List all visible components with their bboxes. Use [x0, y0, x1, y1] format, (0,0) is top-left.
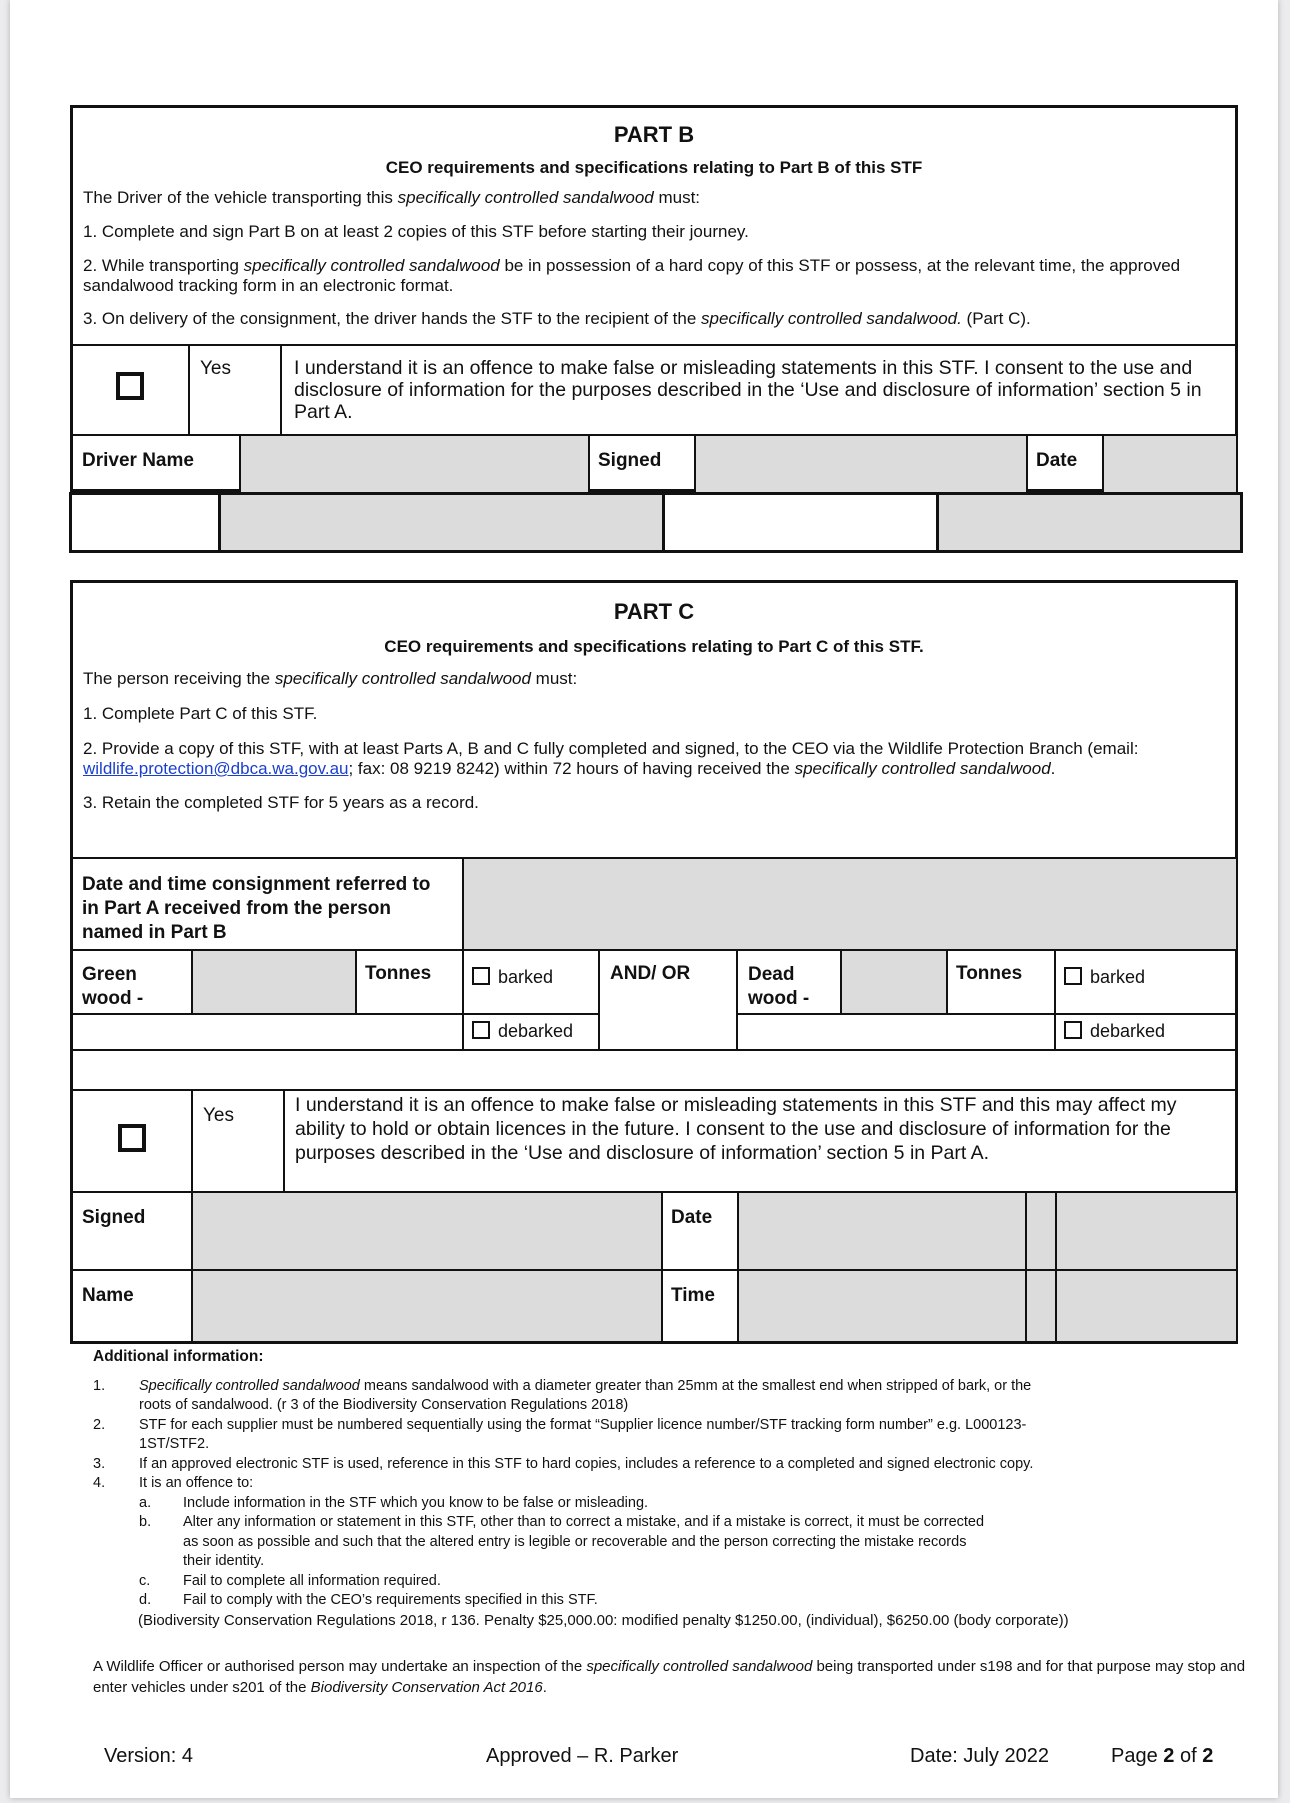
driver-date-field[interactable] [1103, 435, 1237, 493]
intro-emphasis: specifically controlled sandalwood [274, 669, 531, 688]
dead-wood-spacer [737, 1014, 1055, 1050]
part-b-item-3 [83, 309, 1225, 329]
recipient-signed-field[interactable] [192, 1192, 662, 1270]
debarked-label: debarked [498, 1021, 574, 1041]
green-tonnes-label: Tonnes [356, 950, 463, 1014]
green-wood-label: Green wood - [71, 950, 192, 1014]
additional-information [93, 1347, 1253, 1698]
officer-text-end: . [542, 1679, 547, 1696]
recipient-time-label: Time [662, 1270, 738, 1342]
part-b-title: PART B [613, 122, 695, 147]
recipient-date-extra-field[interactable] [1056, 1192, 1237, 1270]
wildlife-officer-paragraph [93, 1656, 1248, 1698]
officer-act-emphasis: Biodiversity Conservation Act 2016 [310, 1679, 543, 1696]
additional-item-1-cont: roots of sandalwood. (r 3 of the Biodiversity Conservation Regulations 2018) [139, 1397, 629, 1413]
driver-signed-label: Signed [589, 435, 695, 493]
document-page [10, 0, 1278, 1798]
part-b-extra-row [69, 492, 1243, 553]
item-number: 2. [93, 1416, 106, 1433]
green-barked-checkbox[interactable] [472, 967, 490, 985]
item-text: 3. On delivery of the consignment, the driver hands the STF to the recipient of the [83, 309, 702, 328]
item-text-mid: ; fax: 08 9219 8242) within 72 hours of having received the [348, 759, 795, 778]
page-prefix: Page [1111, 1745, 1164, 1767]
officer-emphasis: specifically controlled sandalwood [586, 1658, 813, 1675]
additional-item-2-cont: 1ST/STF2. [139, 1436, 210, 1452]
item-number: 1. [93, 1377, 106, 1394]
dead-barked-checkbox[interactable] [1064, 967, 1082, 985]
dead-wood-field[interactable] [841, 950, 947, 1014]
part-c-item-3: 3. Retain the completed STF for 5 years as a record. [83, 793, 479, 812]
page-total: 2 [1202, 1745, 1214, 1767]
sub-letter: b. [139, 1514, 152, 1530]
officer-text: A Wildlife Officer or authorised person may undertake an inspection of the [93, 1658, 587, 1675]
part-c-intro [83, 669, 1225, 689]
recipient-signed-label: Signed [71, 1192, 192, 1270]
offence-b-cont-1: as soon as possible and such that the altered entry is legible or recoverable and the person correcting the mistake records [183, 1533, 967, 1550]
part-b-consent-checkbox[interactable] [116, 372, 144, 400]
receipt-date-time-field[interactable] [463, 858, 1237, 950]
item-text-end: . [1050, 759, 1056, 778]
item-text: 2. Provide a copy of this STF, with at least Parts A, B and C fully completed and signed, to the CEO via the Wildlife Protection Branch (email: [83, 739, 1139, 758]
part-b-intro [83, 188, 1225, 208]
yes-label: Yes [192, 1090, 284, 1192]
part-c-signature-table [70, 1191, 1238, 1343]
penalty-text: (Biodiversity Conservation Regulations 2018, r 136. Penalty $25,000.00: modified penalty $1250.00, (individual), $6250.00 (body corporate)) [138, 1611, 1069, 1629]
footer-approved: Approved – R. Parker [486, 1745, 679, 1767]
item-text: 2. While transporting [83, 256, 244, 275]
sub-text: Fail to comply with the CEO’s requirements specified in this STF. [183, 1592, 598, 1608]
offence-d [93, 1591, 1253, 1611]
extra-cell-2[interactable] [220, 494, 664, 552]
dead-wood-label: Dead wood - [737, 950, 841, 1014]
intro-text-end: must: [530, 669, 578, 688]
item-text: If an approved electronic STF is used, reference in this STF to hard copies, includes a reference to a completed and signed electronic copy. [139, 1455, 1034, 1472]
intro-text: The Driver of the vehicle transporting this [83, 188, 398, 207]
recipient-time-spacer [1026, 1270, 1056, 1342]
part-c-section [70, 580, 1238, 1344]
recipient-name-field[interactable] [192, 1270, 662, 1342]
declaration-checkbox-cell [71, 345, 189, 435]
part-c-consent-checkbox[interactable] [118, 1124, 146, 1152]
additional-item-3 [93, 1455, 1253, 1475]
dead-debarked-checkbox[interactable] [1064, 1021, 1082, 1039]
recipient-date-label: Date [662, 1192, 738, 1270]
green-debarked-checkbox[interactable] [472, 1021, 490, 1039]
intro-text-end: must: [653, 188, 701, 207]
part-c-subtitle: CEO requirements and specifications relating to Part C of this STF. [384, 637, 924, 656]
sub-text: Fail to complete all information required. [183, 1572, 441, 1589]
sub-text: Alter any information or statement in this STF, other than to correct a mistake, and if a mistake is correct, it must be corrected [183, 1514, 985, 1530]
offence-b [93, 1513, 1253, 1533]
driver-name-field[interactable] [240, 435, 589, 493]
receipt-date-time-label: Date and time consignment referred to in Part A received from the person named in Part B [71, 858, 463, 950]
item-emphasis: specifically controlled sandalwood [794, 759, 1051, 778]
footer-page-number [1111, 1745, 1213, 1768]
page-of: of [1174, 1745, 1203, 1767]
item-number: 3. [93, 1455, 106, 1472]
part-c-declaration-text: I understand it is an offence to make false or misleading statements in this STF and this may affect my ability to hold or obtain licences in the future. I consent to the use and disclosure of information for the purposes described in the ‘Use and disclosure of information’ section 5 in Part A. [284, 1090, 1237, 1192]
additional-item-4 [93, 1474, 1253, 1494]
intro-text: The person receiving the [83, 669, 275, 688]
item-text: It is an offence to: [139, 1475, 254, 1491]
officer-text-mid: being transported under s198 and for that purpose may stop and enter vehicles under s201 of the [93, 1658, 1246, 1696]
part-c-wood-table [70, 949, 1238, 1091]
green-barked-option[interactable] [463, 950, 599, 1014]
sub-letter: c. [139, 1572, 151, 1589]
item-text: means sandalwood with a diameter greater than 25mm at the smallest end when stripped of bark, or the [359, 1377, 1032, 1394]
recipient-time-field[interactable] [738, 1270, 1026, 1342]
offence-b-cont-2: their identity. [183, 1553, 265, 1569]
declaration-checkbox-cell [71, 1090, 192, 1192]
sub-letter: d. [139, 1592, 152, 1608]
part-b-declaration-table [70, 344, 1238, 436]
additional-item-2 [93, 1416, 1253, 1436]
wood-blank-row [71, 1050, 1237, 1090]
recipient-date-spacer [1026, 1192, 1056, 1270]
recipient-name-label: Name [71, 1270, 192, 1342]
part-b-declaration-text: I understand it is an offence to make false or misleading statements in this STF. I consent to the use and disclosure of information for the purposes described in the ‘Use and disclosure of information’ section 5 in Part A. [281, 345, 1237, 435]
part-c-title: PART C [613, 599, 695, 624]
footer-version: Version: 4 [104, 1745, 193, 1767]
offence-a [93, 1494, 1253, 1514]
item-number: 4. [93, 1475, 106, 1491]
green-wood-field[interactable] [192, 950, 356, 1014]
item-text-end: (Part C). [961, 309, 1031, 328]
dead-tonnes-label: Tonnes [947, 950, 1055, 1014]
wildlife-email-link[interactable]: wildlife.protection@dbca.wa.gov.au [83, 759, 349, 778]
item-text-end: be in possession of a hard copy of this STF or possess, at the relevant time, the approved sandalwood tracking form in an electronic format. [83, 256, 1181, 295]
extra-cell-4[interactable] [938, 494, 1242, 552]
green-wood-spacer [71, 1014, 463, 1050]
driver-name-label: Driver Name [71, 435, 240, 493]
barked-label: barked [498, 967, 554, 987]
part-c-declaration-table [70, 1089, 1238, 1193]
item-text: STF for each supplier must be numbered sequentially using the format “Supplier licence number/STF tracking form number” e.g. L000123- [139, 1416, 1027, 1433]
sub-text: Include information in the STF which you know to be false or misleading. [183, 1494, 649, 1511]
additional-heading: Additional information: [93, 1348, 264, 1365]
offence-c [93, 1572, 1253, 1592]
yes-label: Yes [189, 345, 281, 435]
recipient-date-field[interactable] [738, 1192, 1026, 1270]
green-debarked-option[interactable] [463, 1014, 599, 1050]
and-or-label: AND/ OR [599, 950, 737, 1050]
dead-debarked-option[interactable] [1055, 1014, 1237, 1050]
part-b-item-1: 1. Complete and sign Part B on at least 2 copies of this STF before starting their journey. [83, 222, 749, 241]
item-emphasis: specifically controlled sandalwood [243, 256, 500, 275]
part-b-section [70, 105, 1238, 492]
sub-letter: a. [139, 1494, 152, 1511]
part-b-subtitle: CEO requirements and specifications relating to Part B of this STF [385, 158, 923, 177]
part-c-item-1: 1. Complete Part C of this STF. [83, 704, 318, 723]
extra-cell-1[interactable] [71, 494, 220, 552]
part-b-item-2 [83, 256, 1225, 296]
part-b-driver-table [70, 434, 1238, 494]
item-emphasis: specifically controlled sandalwood. [701, 309, 962, 328]
part-c-item-2 [83, 739, 1225, 779]
barked-label: barked [1090, 967, 1146, 987]
driver-date-label: Date [1027, 435, 1103, 493]
recipient-time-extra-field[interactable] [1056, 1270, 1237, 1342]
debarked-label: debarked [1090, 1021, 1166, 1041]
page-current: 2 [1163, 1745, 1175, 1767]
dead-barked-option[interactable] [1055, 950, 1237, 1014]
driver-signed-field[interactable] [695, 435, 1027, 493]
item-emphasis: Specifically controlled sandalwood [139, 1377, 360, 1394]
intro-emphasis: specifically controlled sandalwood [397, 188, 654, 207]
additional-item-1 [93, 1377, 1253, 1397]
part-c-receipt-table [70, 857, 1238, 951]
footer-date: Date: July 2022 [910, 1745, 1049, 1767]
extra-cell-3[interactable] [664, 494, 938, 552]
